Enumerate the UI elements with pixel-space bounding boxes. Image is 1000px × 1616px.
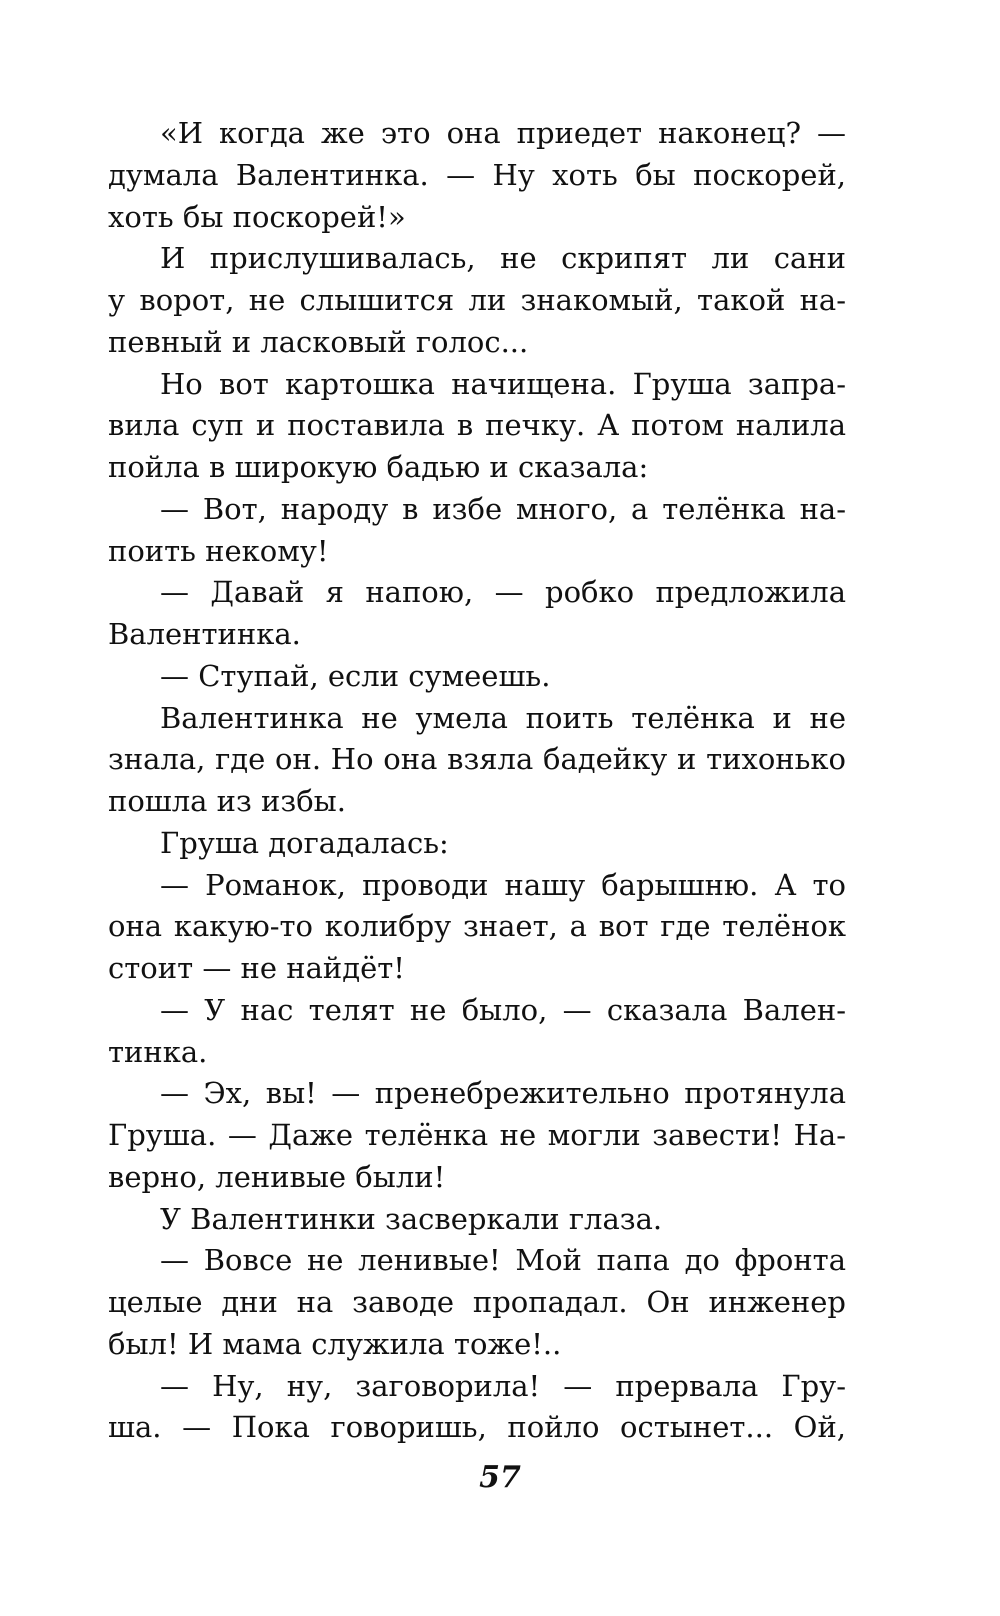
text-line: — Эх, вы! — пренебрежительно протянула [160, 1076, 846, 1111]
text-line: вила суп и поставила в печку. А потом налила [108, 408, 846, 443]
text-line: думала Валентинка. — Ну хоть бы поскорей, [108, 157, 846, 192]
text-line: — Вот, народу в избе много, а телёнка на- [160, 491, 846, 526]
text-line: стоит — не найдёт! [108, 951, 405, 985]
text-line: был! И мама служила тоже!.. [108, 1326, 562, 1361]
text-line: — Давай я напою, — робко предложила [160, 575, 846, 610]
text-line: «И когда же это она приедет наконец? — [160, 116, 846, 150]
text-line: целые дни на заводе пропадал. Он инженер [108, 1285, 846, 1319]
text-line: она какую-то колибру знает, а вот где телёнок [108, 909, 846, 944]
text-line: Валентинка не умела поить телёнка и не [160, 700, 846, 735]
text-line: Валентинка. [108, 617, 301, 651]
text-line: певный и ласковый голос... [108, 324, 529, 359]
text-line: пойла в широкую бадью и сказала: [108, 450, 649, 484]
text-line: верно, ленивые были! [108, 1159, 446, 1194]
text-line: — Вовсе не ленивые! Мой папа до фронта [160, 1243, 846, 1278]
text-line: ша. — Пока говоришь, пойло остынет... Ой, [108, 1410, 846, 1445]
text-line: — У нас телят не было, — сказала Вален- [160, 992, 846, 1027]
text-line: Но вот картошка начищена. Груша запра- [160, 366, 846, 401]
body-text [108, 113, 846, 1449]
text-line: хоть бы поскорей!» [108, 199, 406, 234]
text-line: пошла из избы. [108, 784, 346, 818]
text-line: знала, где он. Но она взяла бадейку и тихонько [108, 742, 846, 777]
text-line: — Ступай, если сумеешь. [160, 658, 551, 693]
text-line: У Валентинки засверкали глаза. [160, 1201, 663, 1236]
text-line: — Романок, проводи нашу барышню. А то [160, 867, 846, 902]
text-line: И прислушивалась, не скрипят ли сани [160, 241, 846, 276]
text-line: Груша догадалась: [160, 825, 449, 860]
text-line: поить некому! [108, 533, 329, 568]
text-line: тинка. [108, 1034, 208, 1069]
text-line: у ворот, не слышится ли знакомый, такой на- [108, 283, 846, 317]
page-number: 57 [479, 1460, 521, 1495]
text-line: — Ну, ну, заговорила! — прервала Гру- [160, 1368, 846, 1403]
text-line: Груша. — Даже телёнка не могли завести! На- [108, 1118, 846, 1152]
